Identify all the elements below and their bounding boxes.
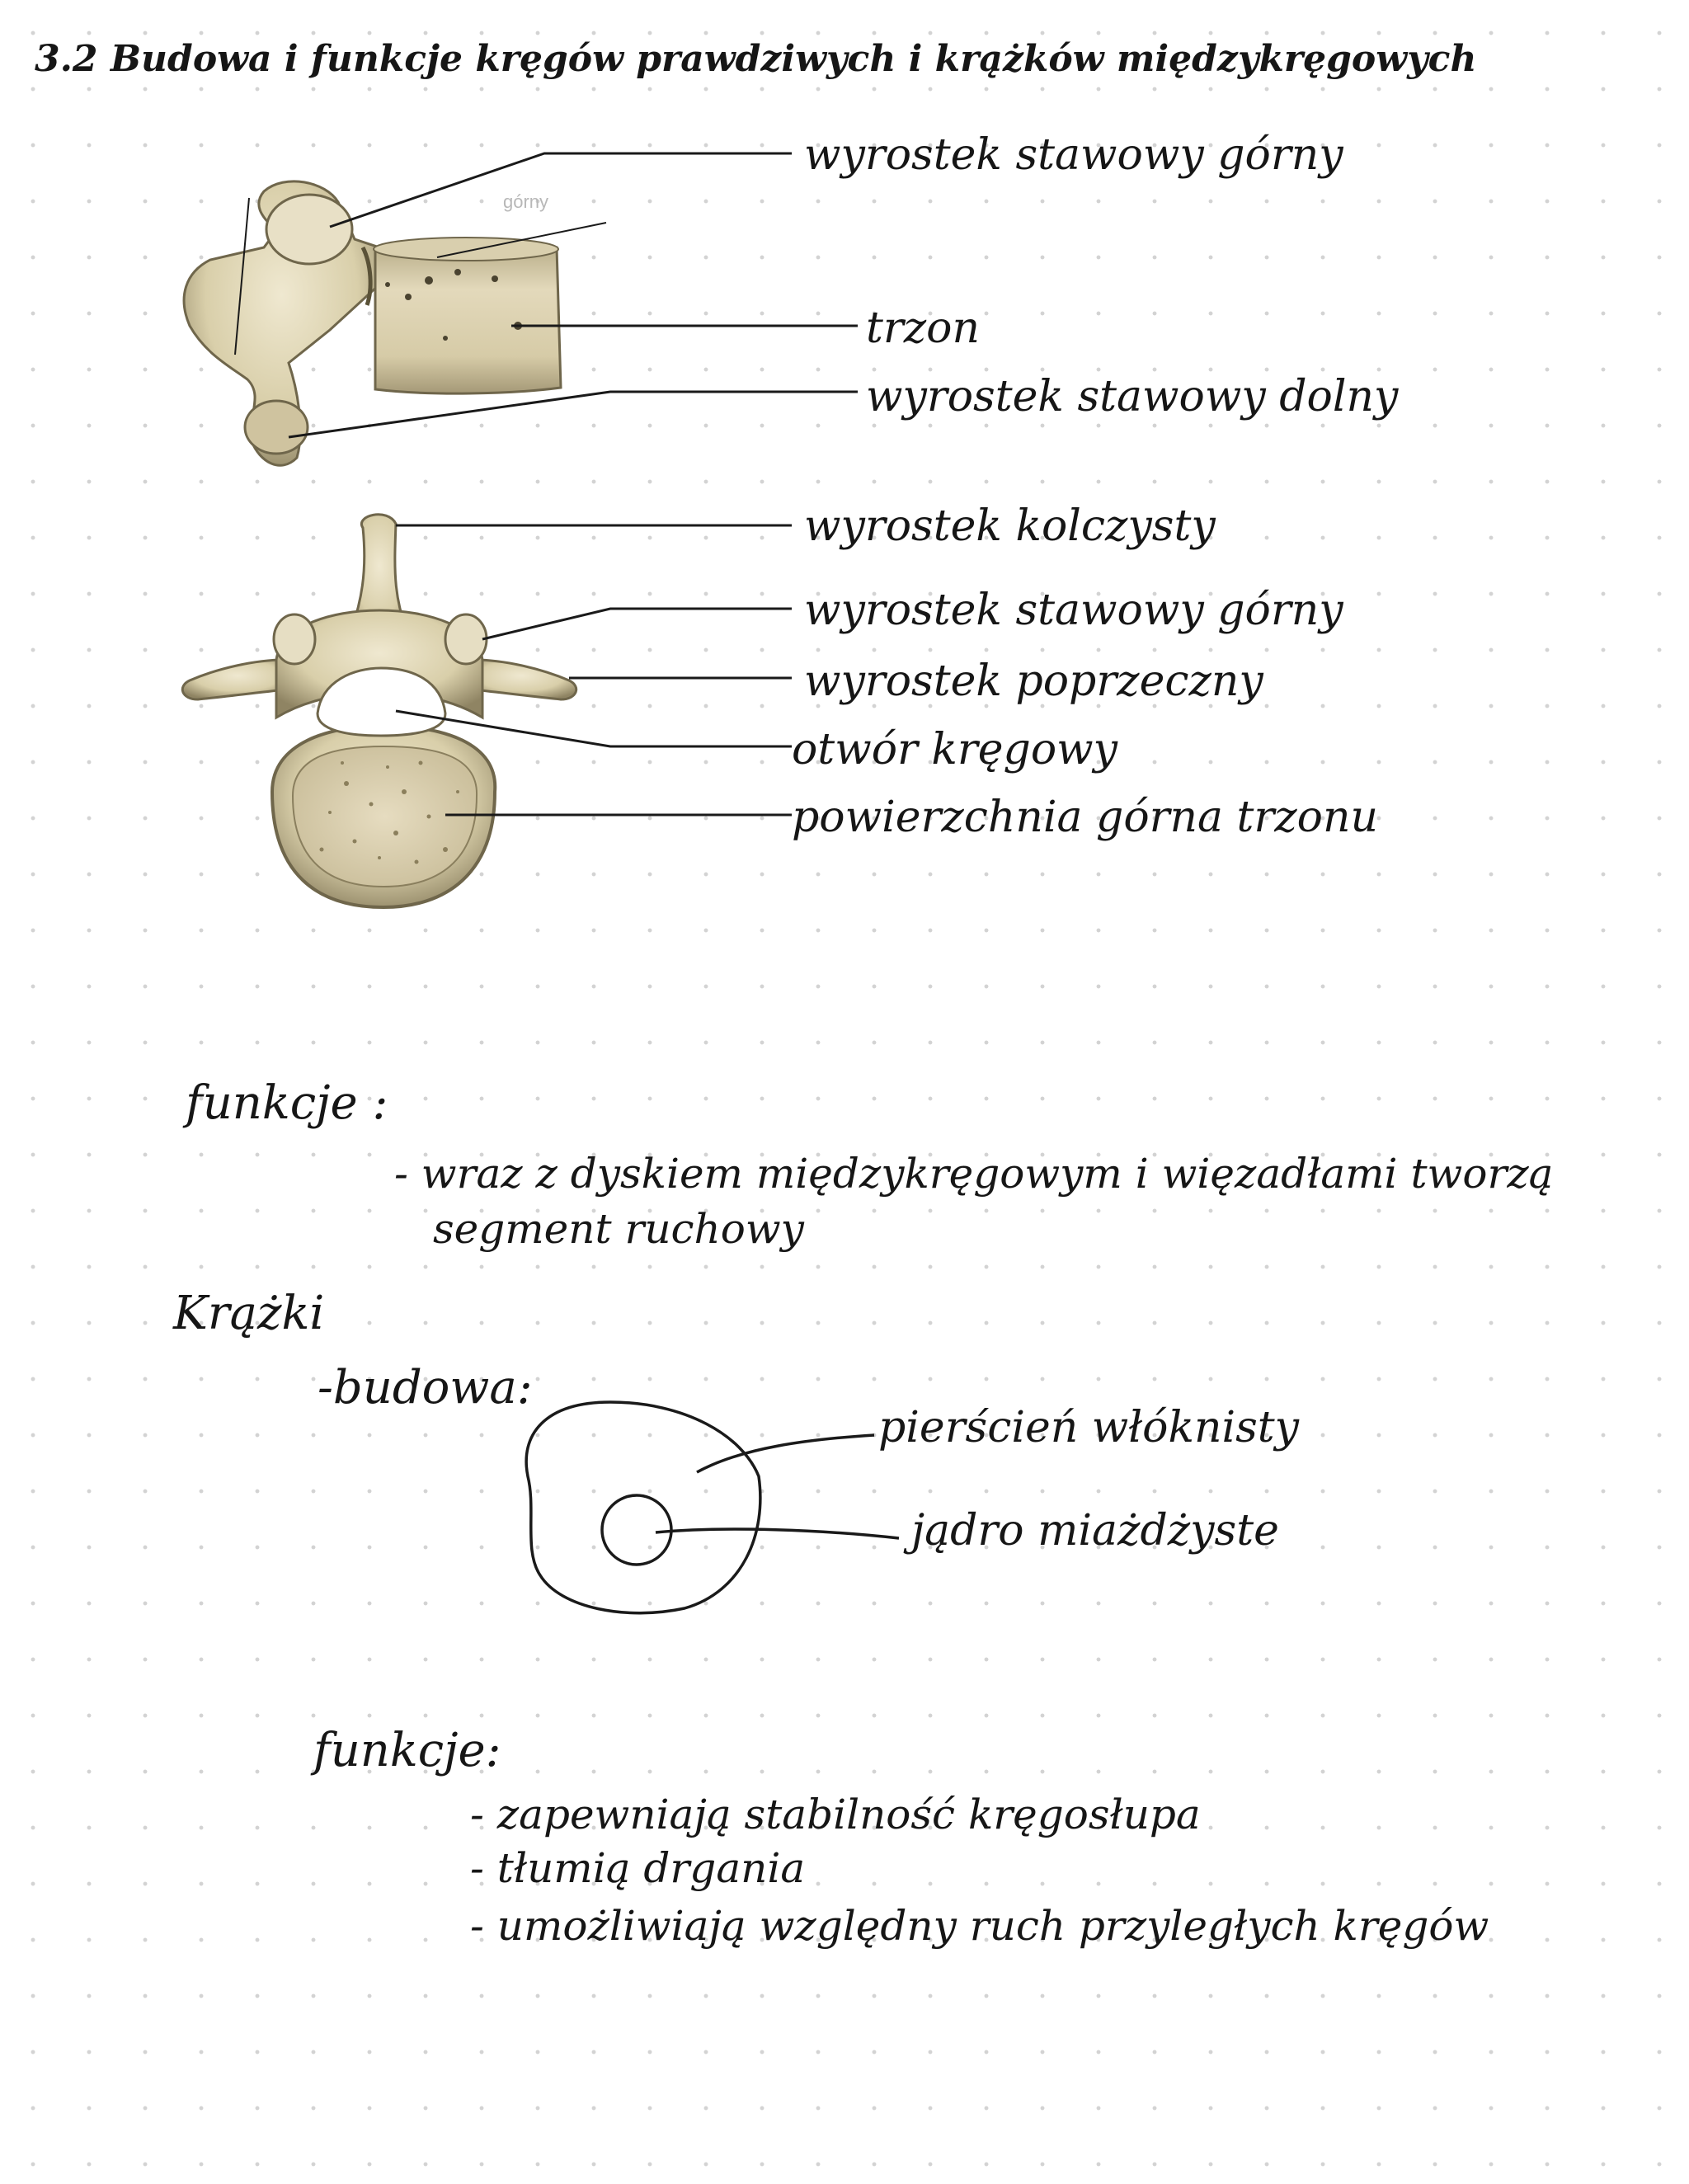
discs-functions-heading: funkcje:	[313, 1724, 501, 1777]
page-title: 3.2 Budowa i funkcje kręgów prawdziwych i krążków międzykręgowych	[35, 38, 1477, 80]
discs-heading: Krążki	[173, 1287, 325, 1340]
discs-function-1: - zapewniają stabilność kręgosłupa	[470, 1791, 1201, 1838]
label-superior-articular-process: wyrostek stawowy górny	[804, 586, 1343, 635]
label-spinous-process: wyrostek kolczysty	[804, 501, 1216, 551]
disc-sketch	[526, 1402, 899, 1613]
label-vertebral-foramen: otwór kręgowy	[792, 725, 1118, 774]
functions-vertebra-line-1: - wraz z dyskiem międzykręgowym i więzadłami tworzą	[394, 1150, 1554, 1198]
structure-heading: -budowa:	[318, 1361, 533, 1414]
label-transverse-process: wyrostek poprzeczny	[804, 657, 1263, 706]
label-superior-articular-process-lateral: wyrostek stawowy górny	[804, 130, 1343, 180]
label-annulus-fibrosus: pierścień włóknisty	[878, 1403, 1300, 1452]
label-inferior-articular-process: wyrostek stawowy dolny	[866, 372, 1399, 421]
discs-function-2: - tłumią drgania	[470, 1844, 806, 1892]
vertebra-lateral-illustration	[184, 181, 561, 465]
discs-function-3: - umożliwiają względny ruch przyległych kręgów	[470, 1902, 1489, 1950]
vertebra-superior-illustration	[182, 515, 576, 907]
label-vertebral-body: trzon	[866, 304, 980, 353]
label-nucleus-pulposus: jądro miażdżyste	[911, 1506, 1279, 1556]
lateral-faded-text: górny	[503, 191, 549, 212]
functions-vertebra-line-2: segment ruchowy	[433, 1205, 804, 1253]
label-superior-body-surface: powierzchnia górna trzonu	[792, 793, 1378, 842]
functions-heading: funkcje :	[186, 1076, 388, 1130]
